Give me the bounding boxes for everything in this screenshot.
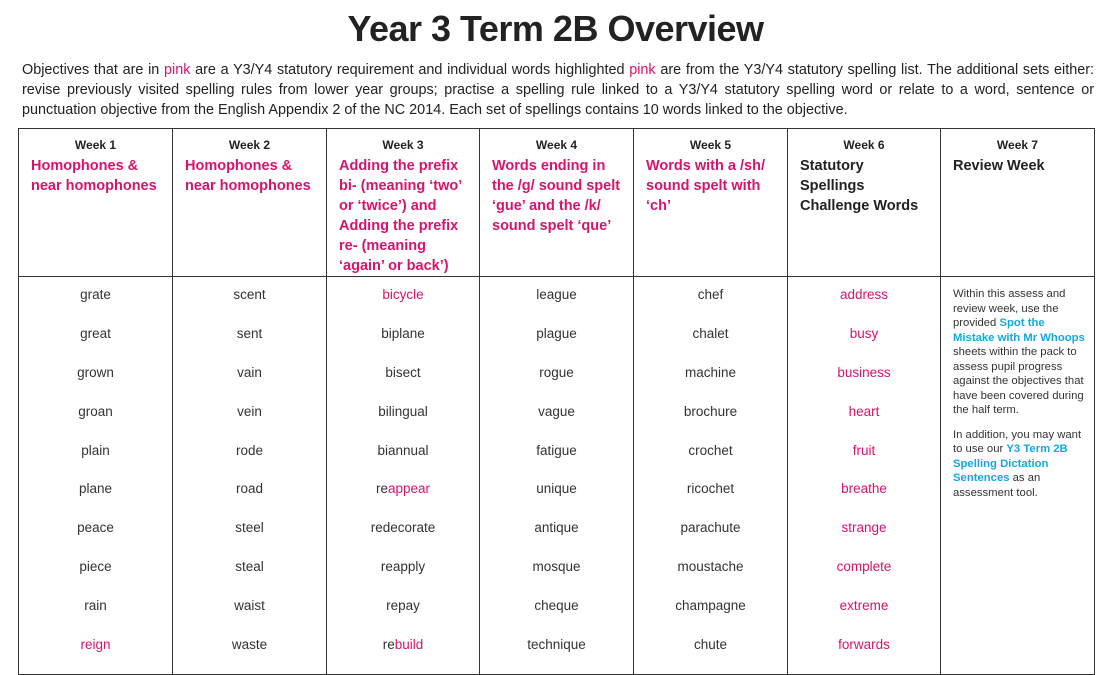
week-5-words <box>634 277 788 675</box>
spelling-word: unique <box>536 481 577 497</box>
week-3-header <box>327 129 480 277</box>
statutory-spelling-word: busy <box>849 325 879 341</box>
intro-pink-word-1: pink <box>164 62 191 78</box>
intro-text-2: are a Y3/Y4 statutory requirement and individual words highlighted <box>190 62 630 78</box>
week-4-header <box>480 129 634 277</box>
week-1-words <box>19 277 173 675</box>
statutory-spelling-word: strange <box>841 520 887 536</box>
spelling-word: cheque <box>534 598 579 614</box>
week-topic: Review Week <box>953 158 1045 174</box>
week-label: Week 6 <box>843 138 885 152</box>
spelling-word: chef <box>697 287 724 302</box>
week-5-header <box>634 129 788 277</box>
week-3-words <box>327 277 480 675</box>
statutory-spelling-word: address <box>839 287 889 302</box>
statutory-spelling-word: extreme <box>839 598 889 614</box>
word-prefix: re <box>382 637 395 653</box>
spelling-list <box>173 277 326 674</box>
week-label: Week 1 <box>74 138 117 152</box>
week-2-header <box>173 129 327 277</box>
spelling-word: champagne <box>675 598 746 614</box>
spelling-word: steel <box>235 520 264 536</box>
review-text: Within this assess and review week, use the provided <box>953 288 1066 329</box>
week-topic: Statutory Spellings Challenge Words <box>800 158 919 214</box>
spelling-list <box>480 277 633 674</box>
spelling-word: chalet <box>692 325 729 341</box>
week-2-words <box>173 277 327 675</box>
statutory-spelling-word: breathe <box>841 481 887 497</box>
intro-pink-word-2: pink <box>629 62 656 78</box>
spelling-word: chute <box>693 637 728 653</box>
spelling-word: rain <box>84 598 107 614</box>
week-1-header <box>19 129 173 277</box>
spelling-word: steal <box>235 559 264 575</box>
spelling-word: fatigue <box>536 442 577 458</box>
statutory-spelling-word: forwards <box>838 637 890 653</box>
spelling-word: ricochet <box>686 481 735 497</box>
statutory-spelling-word: reign <box>80 637 111 653</box>
week-7-review <box>941 277 1095 675</box>
spelling-word: groan <box>78 403 113 419</box>
review-text: In addition, you may want to use our <box>953 428 1082 455</box>
spelling-word: technique <box>527 637 586 653</box>
statutory-spelling-word: fruit <box>852 442 876 458</box>
spelling-word: road <box>235 481 264 497</box>
week-topic: Adding the prefix bi- (meaning ‘two’ or ‘twice’) and Adding the prefix re- (meaning ‘again’ or back’) <box>339 158 462 274</box>
statutory-spelling-word: complete <box>836 559 892 575</box>
week-7-header <box>941 129 1095 277</box>
overview-table <box>18 128 1095 675</box>
spelling-word: bisect <box>385 364 421 380</box>
spelling-list <box>19 277 172 674</box>
spelling-word: waist <box>234 598 265 614</box>
spelling-word: vain <box>237 364 262 380</box>
week-label: Week 4 <box>535 138 578 152</box>
intro-text-3: are from the Y3/Y4 statutory spelling list. The additional sets either: revise previously visited spelling rules from lower year groups; practise a spelling rule linked to a Y3/Y4 statutory spelling word or relate to a word, sentence or punctuation objective from the English Appendix 2 of the NC 2014. Each set of spellings contains 10 words linked to the objective. <box>22 62 1094 118</box>
spelling-word: rogue <box>539 364 574 380</box>
review-text: as an assessment tool. <box>953 472 1041 499</box>
statutory-spelling-word: bicycle <box>382 287 424 302</box>
spelling-word-reappear <box>327 479 479 518</box>
spelling-word: bilingual <box>378 403 428 419</box>
spelling-word-rebuild <box>327 635 479 674</box>
spelling-word: biannual <box>377 442 429 458</box>
spelling-word: rode <box>235 442 264 458</box>
week-label: Week 7 <box>996 138 1039 152</box>
spelling-word: plague <box>536 325 577 341</box>
header-row <box>19 129 1095 277</box>
spelling-list <box>634 277 787 674</box>
spelling-word: biplane <box>381 325 425 341</box>
spelling-list <box>788 277 940 674</box>
week-topic: Words ending in the /g/ sound spelt ‘gue’ and the /k/ sound spelt ‘que’ <box>492 158 621 234</box>
review-paragraph-2 <box>953 428 1086 501</box>
dictation-sentences-link[interactable]: Y3 Term 2B Spelling Dictation Sentences <box>953 443 1068 484</box>
week-topic: Homophones & near homophones <box>31 158 157 194</box>
spelling-word: plain <box>81 442 110 458</box>
spelling-word: piece <box>79 559 112 575</box>
spelling-word: machine <box>684 364 737 380</box>
spelling-word: repay <box>386 598 420 614</box>
spelling-word: grown <box>77 364 114 380</box>
review-text: sheets within the pack to assess pupil progress against the objectives that have been covered during the half term. <box>953 346 1084 416</box>
week-topic: Homophones & near homophones <box>185 158 311 194</box>
spelling-word: moustache <box>677 559 744 575</box>
spelling-list <box>327 277 479 674</box>
week-label: Week 5 <box>689 138 732 152</box>
spelling-word: vein <box>237 403 262 419</box>
word-root-statutory: appear <box>387 481 431 497</box>
spelling-word: vague <box>538 403 575 419</box>
spelling-word: brochure <box>683 403 738 419</box>
spelling-word: redecorate <box>370 520 436 536</box>
spelling-word: grate <box>80 287 111 302</box>
week-4-words <box>480 277 634 675</box>
week-topic: Words with a /sh/ sound spelt with ‘ch’ <box>646 158 765 214</box>
week-label: Week 3 <box>382 138 424 152</box>
week-label: Week 2 <box>228 138 271 152</box>
spelling-word: antique <box>534 520 579 536</box>
spelling-word: reapply <box>380 559 426 575</box>
spelling-word: waste <box>231 637 268 653</box>
spot-the-mistake-link[interactable]: Spot the Mistake with Mr Whoops <box>953 317 1085 344</box>
spelling-word: mosque <box>532 559 581 575</box>
review-paragraph-1 <box>953 287 1086 418</box>
word-root-statutory: build <box>394 637 424 653</box>
intro-text-1: Objectives that are in <box>22 62 165 78</box>
week-6-header <box>788 129 941 277</box>
spelling-word: plane <box>78 481 113 497</box>
spelling-word: scent <box>233 287 266 302</box>
words-row <box>19 277 1095 675</box>
week-6-words <box>788 277 941 675</box>
spelling-word: league <box>536 287 577 302</box>
word-prefix: re <box>375 481 388 497</box>
page-title: Year 3 Term 2B Overview <box>347 8 764 49</box>
spelling-word: sent <box>236 325 263 341</box>
spelling-word: great <box>80 325 111 341</box>
intro-paragraph <box>22 60 1094 120</box>
statutory-spelling-word: heart <box>848 403 880 419</box>
review-instructions <box>953 287 1086 500</box>
spelling-word: peace <box>77 520 114 536</box>
spelling-word: crochet <box>688 442 733 458</box>
statutory-spelling-word: business <box>837 364 891 380</box>
spelling-word: parachute <box>680 520 741 536</box>
